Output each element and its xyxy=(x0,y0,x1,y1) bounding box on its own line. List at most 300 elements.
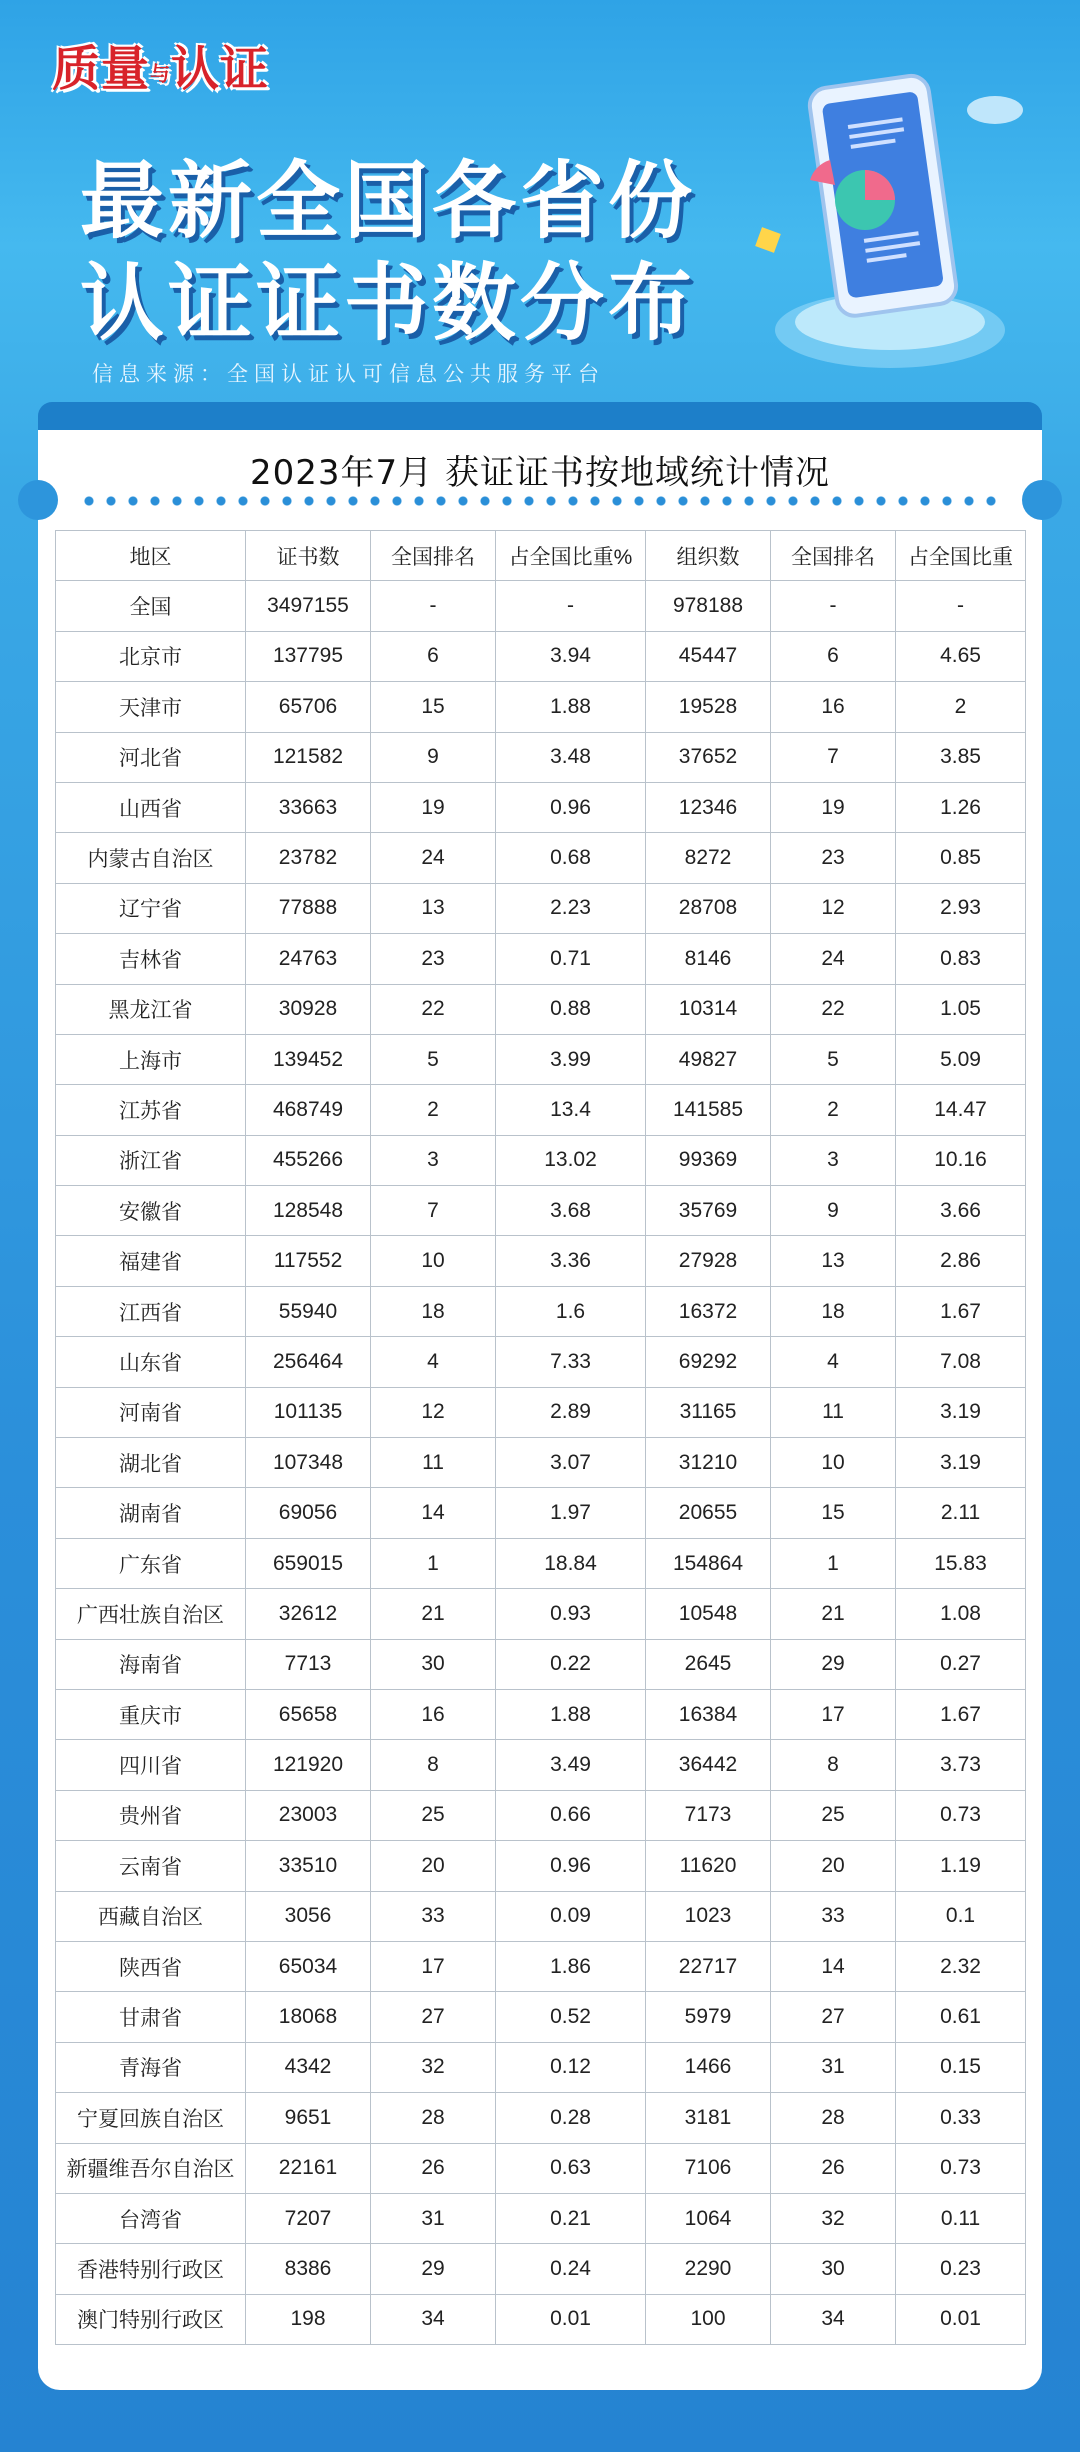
cell-org-count: 11620 xyxy=(646,1841,771,1891)
cell-cert-rank: 8 xyxy=(371,1740,496,1790)
cell-org-count: 36442 xyxy=(646,1740,771,1790)
table-row xyxy=(56,1639,1026,1689)
cell-cert-share: 3.94 xyxy=(496,631,646,681)
cell-org-count: 7173 xyxy=(646,1790,771,1840)
header-banner xyxy=(0,0,1080,420)
cell-org-count: 10548 xyxy=(646,1589,771,1639)
cell-region: 吉林省 xyxy=(56,934,246,984)
cell-region: 江苏省 xyxy=(56,1085,246,1135)
cell-org-count: 12346 xyxy=(646,782,771,832)
cell-cert-count: 8386 xyxy=(246,2244,371,2294)
cell-org-count: 31165 xyxy=(646,1387,771,1437)
cell-org-rank: 28 xyxy=(771,2093,896,2143)
cell-org-rank: 26 xyxy=(771,2143,896,2193)
cell-cert-share: 0.52 xyxy=(496,1992,646,2042)
cell-org-share: 15.83 xyxy=(896,1538,1026,1588)
cell-org-share: 0.73 xyxy=(896,1790,1026,1840)
cell-cert-share: 0.12 xyxy=(496,2042,646,2092)
cell-cert-rank: 17 xyxy=(371,1941,496,1991)
cell-cert-count: 33510 xyxy=(246,1841,371,1891)
header-cert-share: 占全国比重% xyxy=(496,531,646,581)
header-org-share: 占全国比重 xyxy=(896,531,1026,581)
logo-left-text: 质量 xyxy=(52,41,151,97)
table-row xyxy=(56,631,1026,681)
cell-cert-rank: 18 xyxy=(371,1286,496,1336)
cell-org-count: 20655 xyxy=(646,1488,771,1538)
cell-cert-rank: 20 xyxy=(371,1841,496,1891)
cell-region: 黑龙江省 xyxy=(56,984,246,1034)
cell-cert-count: 121582 xyxy=(246,732,371,782)
cell-org-count: 154864 xyxy=(646,1538,771,1588)
cell-org-rank: 15 xyxy=(771,1488,896,1538)
header-cert-count: 证书数 xyxy=(246,531,371,581)
table-row xyxy=(56,883,1026,933)
cell-cert-share: 3.99 xyxy=(496,1034,646,1084)
cell-region: 澳门特别行政区 xyxy=(56,2294,246,2344)
header-region: 地区 xyxy=(56,531,246,581)
table-row xyxy=(56,1236,1026,1286)
cell-region: 山东省 xyxy=(56,1337,246,1387)
cell-org-share: 0.33 xyxy=(896,2093,1026,2143)
table-row xyxy=(56,1538,1026,1588)
cell-org-rank: 33 xyxy=(771,1891,896,1941)
cell-cert-share: 2.89 xyxy=(496,1387,646,1437)
cell-cert-count: 3497155 xyxy=(246,581,371,631)
cell-cert-count: 33663 xyxy=(246,782,371,832)
cell-region: 青海省 xyxy=(56,2042,246,2092)
cell-cert-share: 0.09 xyxy=(496,1891,646,1941)
cell-org-count: 16384 xyxy=(646,1689,771,1739)
cell-org-rank: 27 xyxy=(771,1992,896,2042)
cell-org-share: 3.85 xyxy=(896,732,1026,782)
cell-cert-rank: 19 xyxy=(371,782,496,832)
cell-org-count: 8272 xyxy=(646,833,771,883)
cell-org-count: 3181 xyxy=(646,2093,771,2143)
cell-cert-rank: 31 xyxy=(371,2193,496,2243)
cell-org-rank: 8 xyxy=(771,1740,896,1790)
cell-cert-share: 2.23 xyxy=(496,883,646,933)
cell-cert-count: 128548 xyxy=(246,1186,371,1236)
table-row xyxy=(56,2244,1026,2294)
cell-org-rank: 24 xyxy=(771,934,896,984)
cell-cert-share: 0.66 xyxy=(496,1790,646,1840)
cell-org-share: 3.66 xyxy=(896,1186,1026,1236)
cell-region: 内蒙古自治区 xyxy=(56,833,246,883)
table-row xyxy=(56,581,1026,631)
cell-org-share: 3.73 xyxy=(896,1740,1026,1790)
cell-region: 广东省 xyxy=(56,1538,246,1588)
table-row xyxy=(56,1286,1026,1336)
source-note: 信息来源：全国认证认可信息公共服务平台 xyxy=(92,362,605,386)
cell-cert-share: 3.36 xyxy=(496,1236,646,1286)
cell-cert-rank: 14 xyxy=(371,1488,496,1538)
phone-chart-illustration xyxy=(740,60,1040,390)
cell-cert-rank: 11 xyxy=(371,1438,496,1488)
table-header-row xyxy=(56,531,1026,581)
cell-org-share: 1.19 xyxy=(896,1841,1026,1891)
cell-org-share: 14.47 xyxy=(896,1085,1026,1135)
table-row xyxy=(56,682,1026,732)
table-row xyxy=(56,1740,1026,1790)
cell-org-rank: 12 xyxy=(771,883,896,933)
cell-cert-rank: 5 xyxy=(371,1034,496,1084)
cell-cert-rank: 3 xyxy=(371,1135,496,1185)
cell-org-rank: 4 xyxy=(771,1337,896,1387)
cell-cert-count: 107348 xyxy=(246,1438,371,1488)
cell-region: 河北省 xyxy=(56,732,246,782)
cell-org-share: 1.08 xyxy=(896,1589,1026,1639)
cell-cert-rank: 24 xyxy=(371,833,496,883)
table-row xyxy=(56,1438,1026,1488)
cell-region: 四川省 xyxy=(56,1740,246,1790)
cell-region: 湖南省 xyxy=(56,1488,246,1538)
cell-cert-share: 1.88 xyxy=(496,682,646,732)
cell-cert-share: 0.71 xyxy=(496,934,646,984)
cell-org-count: 69292 xyxy=(646,1337,771,1387)
cell-cert-rank: 12 xyxy=(371,1387,496,1437)
cell-cert-share: 1.88 xyxy=(496,1689,646,1739)
cell-org-rank: 16 xyxy=(771,682,896,732)
cell-org-rank: 1 xyxy=(771,1538,896,1588)
cell-org-share: 2.11 xyxy=(896,1488,1026,1538)
cell-org-share: 0.61 xyxy=(896,1992,1026,2042)
cell-cert-count: 65706 xyxy=(246,682,371,732)
card-top-strip xyxy=(38,402,1042,430)
cell-cert-share: 13.02 xyxy=(496,1135,646,1185)
cell-org-rank: 25 xyxy=(771,1790,896,1840)
cell-region: 海南省 xyxy=(56,1639,246,1689)
cell-region: 福建省 xyxy=(56,1236,246,1286)
table-row xyxy=(56,984,1026,1034)
cell-cert-rank: 10 xyxy=(371,1236,496,1286)
cell-cert-share: 18.84 xyxy=(496,1538,646,1588)
cell-org-count: 28708 xyxy=(646,883,771,933)
cell-org-rank: 23 xyxy=(771,833,896,883)
cell-cert-count: 659015 xyxy=(246,1538,371,1588)
cell-org-share: 1.67 xyxy=(896,1689,1026,1739)
cell-cert-count: 32612 xyxy=(246,1589,371,1639)
cell-org-rank: 11 xyxy=(771,1387,896,1437)
cell-region: 安徽省 xyxy=(56,1186,246,1236)
cell-cert-rank: 1 xyxy=(371,1538,496,1588)
cell-cert-rank: 4 xyxy=(371,1337,496,1387)
cell-cert-count: 65034 xyxy=(246,1941,371,1991)
cell-cert-count: 23003 xyxy=(246,1790,371,1840)
cell-cert-count: 18068 xyxy=(246,1992,371,2042)
cell-org-share: 3.19 xyxy=(896,1438,1026,1488)
cell-org-share: 0.1 xyxy=(896,1891,1026,1941)
cell-org-share: 2.93 xyxy=(896,883,1026,933)
cell-cert-count: 77888 xyxy=(246,883,371,933)
table-row xyxy=(56,1941,1026,1991)
cell-cert-rank: 16 xyxy=(371,1689,496,1739)
cell-org-share: 0.11 xyxy=(896,2193,1026,2243)
cell-cert-count: 256464 xyxy=(246,1337,371,1387)
cell-region: 天津市 xyxy=(56,682,246,732)
cell-region: 甘肃省 xyxy=(56,1992,246,2042)
header-org-rank: 全国排名 xyxy=(771,531,896,581)
cell-org-rank: 29 xyxy=(771,1639,896,1689)
table-row xyxy=(56,732,1026,782)
logo-right-text: 认证 xyxy=(171,41,270,97)
cell-region: 贵州省 xyxy=(56,1790,246,1840)
cell-org-share: 0.73 xyxy=(896,2143,1026,2193)
cell-cert-count: 455266 xyxy=(246,1135,371,1185)
cell-org-rank: 32 xyxy=(771,2193,896,2243)
cell-cert-count: 55940 xyxy=(246,1286,371,1336)
cell-org-count: 1466 xyxy=(646,2042,771,2092)
cell-cert-count: 7207 xyxy=(246,2193,371,2243)
cell-org-rank: 3 xyxy=(771,1135,896,1185)
cell-cert-rank: 28 xyxy=(371,2093,496,2143)
cell-org-count: 7106 xyxy=(646,2143,771,2193)
table-row xyxy=(56,1689,1026,1739)
cell-cert-count: 30928 xyxy=(246,984,371,1034)
cell-cert-count: 139452 xyxy=(246,1034,371,1084)
table-row xyxy=(56,1841,1026,1891)
cell-cert-rank: 21 xyxy=(371,1589,496,1639)
cell-org-count: 8146 xyxy=(646,934,771,984)
cell-region: 新疆维吾尔自治区 xyxy=(56,2143,246,2193)
cell-cert-share: 0.28 xyxy=(496,2093,646,2143)
cell-region: 重庆市 xyxy=(56,1689,246,1739)
table-row xyxy=(56,2294,1026,2344)
cell-org-rank: 10 xyxy=(771,1438,896,1488)
cell-region: 山西省 xyxy=(56,782,246,832)
cell-org-count: 49827 xyxy=(646,1034,771,1084)
cell-cert-share: 3.48 xyxy=(496,732,646,782)
cell-cert-count: 69056 xyxy=(246,1488,371,1538)
cell-cert-share: 13.4 xyxy=(496,1085,646,1135)
cell-cert-rank: 6 xyxy=(371,631,496,681)
cell-org-count: 2645 xyxy=(646,1639,771,1689)
cloud-icon xyxy=(967,96,1023,124)
cell-region: 浙江省 xyxy=(56,1135,246,1185)
table-row xyxy=(56,1135,1026,1185)
cell-org-rank: 31 xyxy=(771,2042,896,2092)
cell-org-count: 22717 xyxy=(646,1941,771,1991)
cell-org-count: 1064 xyxy=(646,2193,771,2243)
cell-cert-share: 7.33 xyxy=(496,1337,646,1387)
cell-org-share: 2 xyxy=(896,682,1026,732)
cell-cert-rank: 29 xyxy=(371,2244,496,2294)
cell-cert-count: 137795 xyxy=(246,631,371,681)
table-row xyxy=(56,934,1026,984)
cell-org-rank: 13 xyxy=(771,1236,896,1286)
cell-org-count: 16372 xyxy=(646,1286,771,1336)
cell-org-count: 45447 xyxy=(646,631,771,681)
cell-cert-count: 3056 xyxy=(246,1891,371,1941)
cell-cert-share: 0.68 xyxy=(496,833,646,883)
cell-org-share: 2.32 xyxy=(896,1941,1026,1991)
cell-org-rank: 18 xyxy=(771,1286,896,1336)
cell-org-count: 31210 xyxy=(646,1438,771,1488)
header-cert-rank: 全国排名 xyxy=(371,531,496,581)
cell-cert-rank: 34 xyxy=(371,2294,496,2344)
cell-org-rank: 7 xyxy=(771,732,896,782)
cell-region: 上海市 xyxy=(56,1034,246,1084)
cell-org-share: 0.83 xyxy=(896,934,1026,984)
cell-cert-rank: 9 xyxy=(371,732,496,782)
cell-cert-rank: 33 xyxy=(371,1891,496,1941)
table-row xyxy=(56,1891,1026,1941)
cell-cert-count: 121920 xyxy=(246,1740,371,1790)
cell-region: 台湾省 xyxy=(56,2193,246,2243)
cell-cert-rank: 25 xyxy=(371,1790,496,1840)
table-row xyxy=(56,2193,1026,2243)
cell-org-rank: 21 xyxy=(771,1589,896,1639)
cell-org-count: 27928 xyxy=(646,1236,771,1286)
table-row xyxy=(56,1186,1026,1236)
cell-org-count: 5979 xyxy=(646,1992,771,2042)
cell-org-rank: 2 xyxy=(771,1085,896,1135)
cell-org-count: 100 xyxy=(646,2294,771,2344)
table-row xyxy=(56,782,1026,832)
cell-cert-share: 1.97 xyxy=(496,1488,646,1538)
cell-org-share: 1.26 xyxy=(896,782,1026,832)
table-row xyxy=(56,2042,1026,2092)
cell-cert-share: 0.63 xyxy=(496,2143,646,2193)
cell-org-count: 141585 xyxy=(646,1085,771,1135)
cell-cert-share: 0.96 xyxy=(496,1841,646,1891)
cell-cert-rank: 27 xyxy=(371,1992,496,2042)
cell-cert-rank: 23 xyxy=(371,934,496,984)
cell-org-share: 4.65 xyxy=(896,631,1026,681)
cell-org-rank: 20 xyxy=(771,1841,896,1891)
cell-org-rank: - xyxy=(771,581,896,631)
cell-org-rank: 5 xyxy=(771,1034,896,1084)
cell-cert-count: 23782 xyxy=(246,833,371,883)
cell-cert-share: 0.93 xyxy=(496,1589,646,1639)
cell-cert-count: 7713 xyxy=(246,1639,371,1689)
table-row xyxy=(56,2143,1026,2193)
cell-org-rank: 34 xyxy=(771,2294,896,2344)
cell-org-share: 1.05 xyxy=(896,984,1026,1034)
cell-org-share: 10.16 xyxy=(896,1135,1026,1185)
cell-org-share: 1.67 xyxy=(896,1286,1026,1336)
cell-region: 香港特别行政区 xyxy=(56,2244,246,2294)
cell-region: 西藏自治区 xyxy=(56,1891,246,1941)
cell-cert-count: 9651 xyxy=(246,2093,371,2143)
cell-cert-count: 101135 xyxy=(246,1387,371,1437)
cell-cert-share: 0.21 xyxy=(496,2193,646,2243)
cell-org-count: 10314 xyxy=(646,984,771,1034)
cell-org-share: 0.85 xyxy=(896,833,1026,883)
table-title: 2023年7月 获证证书按地域统计情况 xyxy=(250,453,830,493)
cell-org-count: 35769 xyxy=(646,1186,771,1236)
cell-org-rank: 22 xyxy=(771,984,896,1034)
statistics-table xyxy=(55,530,1026,2345)
table-row xyxy=(56,1589,1026,1639)
cell-cert-share: 0.22 xyxy=(496,1639,646,1689)
table-row xyxy=(56,1387,1026,1437)
cell-region: 湖北省 xyxy=(56,1438,246,1488)
cell-cert-rank: 13 xyxy=(371,883,496,933)
cell-region: 全国 xyxy=(56,581,246,631)
cell-region: 辽宁省 xyxy=(56,883,246,933)
logo-mid-text: 与 xyxy=(150,61,172,86)
cell-org-count: 19528 xyxy=(646,682,771,732)
cell-cert-share: 3.49 xyxy=(496,1740,646,1790)
cell-region: 广西壮族自治区 xyxy=(56,1589,246,1639)
cell-org-share: 5.09 xyxy=(896,1034,1026,1084)
main-title-line1: 最新全国各省份 xyxy=(80,152,697,250)
cell-org-share: 3.19 xyxy=(896,1387,1026,1437)
cell-cert-rank: 26 xyxy=(371,2143,496,2193)
cell-org-count: 978188 xyxy=(646,581,771,631)
cell-cert-share: 0.24 xyxy=(496,2244,646,2294)
header-org-count: 组织数 xyxy=(646,531,771,581)
cell-cert-rank: 2 xyxy=(371,1085,496,1135)
table-row xyxy=(56,1488,1026,1538)
table-row xyxy=(56,1034,1026,1084)
cell-cert-count: 24763 xyxy=(246,934,371,984)
cell-org-count: 99369 xyxy=(646,1135,771,1185)
cell-org-rank: 19 xyxy=(771,782,896,832)
cell-cert-share: 0.88 xyxy=(496,984,646,1034)
main-title xyxy=(80,150,696,354)
table-row xyxy=(56,1085,1026,1135)
cell-cert-share: 1.86 xyxy=(496,1941,646,1991)
cell-cert-rank: 7 xyxy=(371,1186,496,1236)
main-title-line2: 认证证书数分布 xyxy=(80,254,697,352)
cell-region: 北京市 xyxy=(56,631,246,681)
cell-region: 江西省 xyxy=(56,1286,246,1336)
cell-cert-count: 468749 xyxy=(246,1085,371,1135)
table-row xyxy=(56,2093,1026,2143)
cell-org-count: 2290 xyxy=(646,2244,771,2294)
cell-region: 陕西省 xyxy=(56,1941,246,1991)
cell-region: 宁夏回族自治区 xyxy=(56,2093,246,2143)
table-row xyxy=(56,1992,1026,2042)
cell-cert-count: 198 xyxy=(246,2294,371,2344)
cell-cert-rank: 22 xyxy=(371,984,496,1034)
cell-cert-share: 3.07 xyxy=(496,1438,646,1488)
cell-cert-count: 22161 xyxy=(246,2143,371,2193)
cell-org-share: 0.15 xyxy=(896,2042,1026,2092)
brand-logo xyxy=(52,30,269,99)
cell-cert-share: - xyxy=(496,581,646,631)
cell-org-share: 0.01 xyxy=(896,2294,1026,2344)
table-row xyxy=(56,833,1026,883)
table-row xyxy=(56,1790,1026,1840)
cell-org-rank: 6 xyxy=(771,631,896,681)
cell-cert-rank: 32 xyxy=(371,2042,496,2092)
cell-cert-count: 4342 xyxy=(246,2042,371,2092)
cell-org-rank: 17 xyxy=(771,1689,896,1739)
cell-cert-rank: 15 xyxy=(371,682,496,732)
cell-cert-count: 65658 xyxy=(246,1689,371,1739)
cell-cert-rank: 30 xyxy=(371,1639,496,1689)
cell-region: 云南省 xyxy=(56,1841,246,1891)
cell-cert-share: 0.01 xyxy=(496,2294,646,2344)
cell-org-share: - xyxy=(896,581,1026,631)
cell-org-count: 1023 xyxy=(646,1891,771,1941)
cell-org-rank: 9 xyxy=(771,1186,896,1236)
cell-cert-rank: - xyxy=(371,581,496,631)
cell-org-share: 7.08 xyxy=(896,1337,1026,1387)
cell-cert-share: 3.68 xyxy=(496,1186,646,1236)
dotted-divider xyxy=(78,496,1002,506)
cell-org-share: 0.23 xyxy=(896,2244,1026,2294)
cell-region: 河南省 xyxy=(56,1387,246,1437)
cell-cert-count: 117552 xyxy=(246,1236,371,1286)
cell-org-rank: 30 xyxy=(771,2244,896,2294)
cell-org-share: 2.86 xyxy=(896,1236,1026,1286)
cell-cert-share: 0.96 xyxy=(496,782,646,832)
cell-org-rank: 14 xyxy=(771,1941,896,1991)
table-row xyxy=(56,1337,1026,1387)
